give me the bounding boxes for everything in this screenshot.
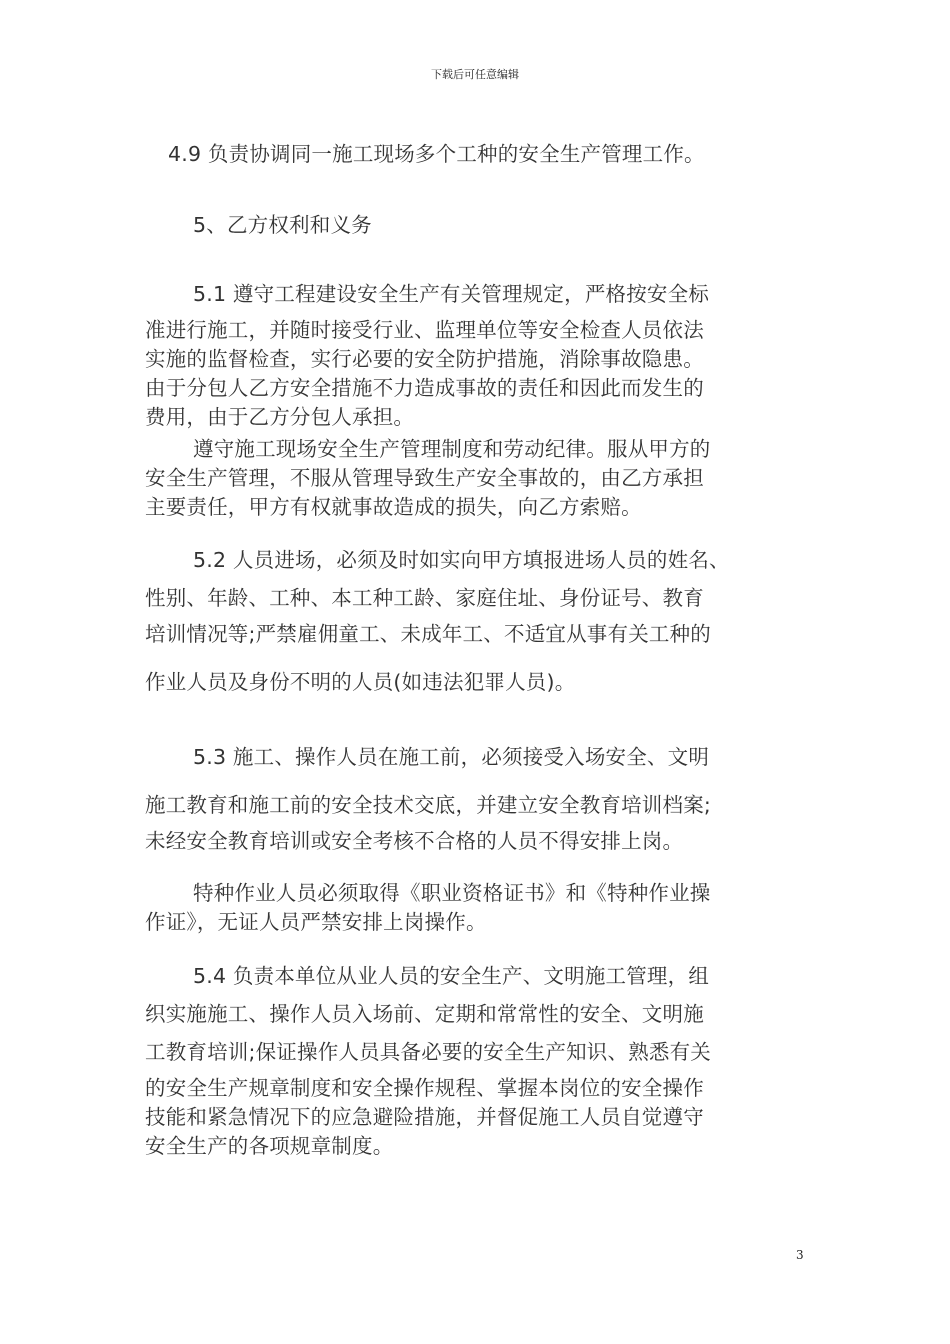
page-number: 3 — [796, 1248, 804, 1262]
text-line: 性别、年龄、工种、本工种工龄、家庭住址、身份证号、教育 — [145, 586, 704, 610]
text-line: 安全生产的各项规章制度。 — [145, 1134, 394, 1158]
text-line: 安全生产管理，不服从管理导致生产安全事故的，由乙方承担 — [145, 466, 704, 490]
text-line: 工教育培训;保证操作人员具备必要的安全生产知识、熟悉有关 — [145, 1040, 712, 1064]
paragraph-5-3-special — [145, 879, 805, 937]
text-line: 织实施施工、操作人员入场前、定期和常常性的安全、文明施 — [145, 1002, 704, 1026]
paragraph-5-4 — [145, 962, 805, 1161]
text-line: 费用，由于乙方分包人承担。 — [145, 405, 415, 429]
text-line: 5.2 人员进场，必须及时如实向甲方填报进场人员的姓名、 — [193, 548, 730, 572]
text-line: 4.9 负责协调同一施工现场多个工种的安全生产管理工作。 — [168, 142, 705, 166]
paragraph-5-1-discipline — [145, 435, 805, 522]
text-line: 遵守施工现场安全生产管理制度和劳动纪律。服从甲方的 — [193, 437, 711, 461]
text-line: 作证》，无证人员严禁安排上岗操作。 — [145, 910, 487, 934]
text-line: 特种作业人员必须取得《职业资格证书》和《特种作业操 — [193, 881, 711, 905]
text-line: 主要责任，甲方有权就事故造成的损失，向乙方索赔。 — [145, 495, 642, 519]
text-line: 实施的监督检查，实行必要的安全防护措施，消除事故隐患。 — [145, 347, 704, 371]
section-heading-5 — [193, 208, 853, 238]
text-line: 培训情况等;严禁雇佣童工、未成年工、不适宜从事有关工种的 — [145, 622, 712, 646]
text-line: 技能和紧急情况下的应急避险措施，并督促施工人员自觉遵守 — [145, 1105, 704, 1129]
paragraph-5-3 — [145, 743, 805, 855]
text-line: 作业人员及身份不明的人员(如违法犯罪人员)。 — [145, 670, 576, 694]
text-line: 5.3 施工、操作人员在施工前，必须接受入场安全、文明 — [193, 745, 710, 769]
text-line: 5.4 负责本单位从业人员的安全生产、文明施工管理，组 — [193, 964, 710, 988]
page-header: 下载后可任意编辑 — [431, 68, 519, 81]
text-line: 准进行施工，并随时接受行业、监理单位等安全检查人员依法 — [145, 318, 704, 342]
paragraph-5-1 — [145, 280, 805, 432]
text-line: 的安全生产规章制度和安全操作规程、掌握本岗位的安全操作 — [145, 1076, 704, 1100]
text-line: 施工教育和施工前的安全技术交底，并建立安全教育培训档案; — [145, 793, 712, 817]
paragraph-4-9 — [168, 137, 828, 167]
paragraph-5-2 — [145, 546, 805, 696]
text-line: 由于分包人乙方安全措施不力造成事故的责任和因此而发生的 — [145, 376, 704, 400]
section-title: 5、乙方权利和义务 — [193, 213, 372, 237]
text-line: 5.1 遵守工程建设安全生产有关管理规定，严格按安全标 — [193, 282, 710, 306]
text-line: 未经安全教育培训或安全考核不合格的人员不得安排上岗。 — [145, 829, 684, 853]
